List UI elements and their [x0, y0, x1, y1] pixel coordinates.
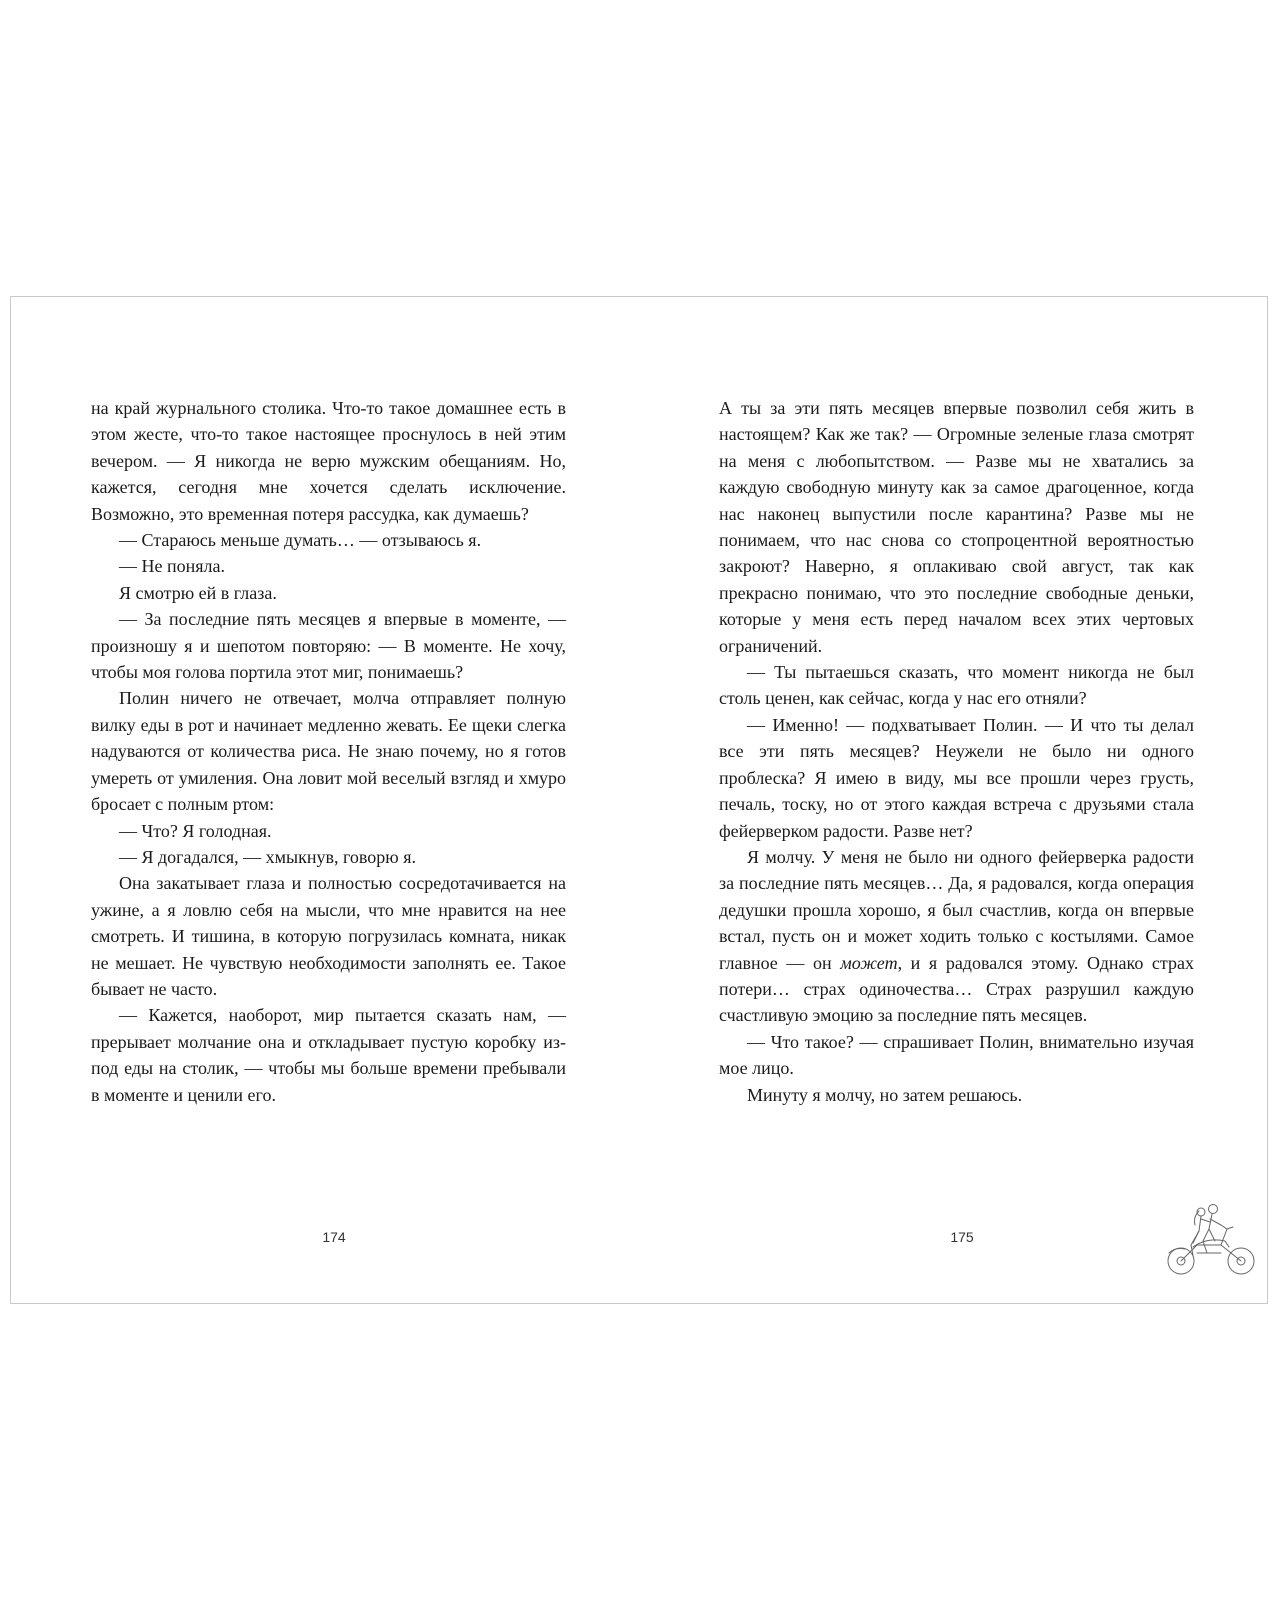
text-run: , и я радовался этому. Однако страх потери… страх одиночества… Страх разрушил каждую счастливую эмоцию за последние пять месяцев.: [719, 952, 1194, 1026]
paragraph: — За последние пять месяцев я впервые в моменте, — произношу я и шепотом повторяю: — В моменте. Не хочу, чтобы моя голова портила этот миг, понимаешь?: [91, 609, 566, 683]
paragraph: Она закатывает глаза и полностью сосредотачивается на ужине, а я ловлю себя на мысли, что мне нравится на нее смотреть. И тишина, в которую погрузилась комната, никак не мешает. Не чувствую необходимости заполнять ее. Такое бывает не часто.: [91, 873, 566, 999]
paragraph: [719, 844, 1194, 1029]
paragraph: Минуту я молчу, но затем решаюсь.: [747, 1084, 1023, 1105]
page-number-right: 175: [950, 1229, 974, 1245]
paragraph: А ты за эти пять месяцев впервые позволил себя жить в настоящем? Как же так? — Огромные зеленые глаза смотрят на меня с любопытством. — Разве мы не хватались за каждую свободную минуту как за самое драгоценное, когда нас наконец выпустили после карантина? Разве мы не понимаем, что нас снова со стопроцентной вероятностью закроют? Наверно, я оплакиваю свой август, так как прекрасно понимаю, что это последние свободные деньки, которые у меня есть перед началом всех этих чертовых ограничений.: [719, 398, 1194, 656]
paragraph: — Что такое? — спрашивает Полин, внимательно изучая мое лицо.: [719, 1031, 1194, 1079]
paragraph: — Ты пытаешься сказать, что момент никогда не был столь ценен, как сейчас, когда у нас его отняли?: [719, 662, 1194, 709]
italic-emphasis: может: [840, 952, 898, 973]
motorcycle-couple-illustration-icon: [1163, 1197, 1259, 1279]
paragraph: — Стараюсь меньше думать… — отзываюсь я.: [119, 530, 482, 551]
page-number-left: 174: [322, 1229, 346, 1245]
paragraph: — Что? Я голодная.: [119, 820, 272, 841]
right-page-text: [719, 395, 1194, 1108]
book-spread: [10, 296, 1268, 1304]
left-page-text: [91, 395, 566, 1108]
paragraph: на край журнального столика. Что-то такое домашнее есть в этом жесте, что-то такое настоящее проснулось в ней этим вечером. — Я никогда не верю мужским обещаниям. Но, кажется, сегодня мне хочется сделать исключение. Возможно, это временная потеря рассудка, как думаешь?: [91, 398, 566, 524]
paragraph: — Я догадался, — хмыкнув, говорю я.: [119, 846, 416, 867]
paragraph: — Не поняла.: [119, 556, 226, 577]
paragraph: — Кажется, наоборот, мир пытается сказать нам, — прерывает молчание она и откладывает пустую коробку из-под еды на столик, — чтобы мы больше времени пребывали в моменте и ценили его.: [91, 1005, 566, 1105]
paragraph: — Именно! — подхватывает Полин. — И что ты делал все эти пять месяцев? Неужели не было ни одного проблеска? Я имею в виду, мы все прошли через грусть, печаль, тоску, но от этого каждая встреча с друзьями стала фейерверком радости. Разве нет?: [719, 714, 1194, 841]
text-run: Я молчу. У меня не было ни одного фейерверка радости за последние пять месяцев… Да, я радовался, когда операция дедушки прошла хорошо, я был счастлив, когда он впервые встал, пусть он и может ходить только с костылями. Самое главное — он: [719, 846, 1194, 973]
paragraph: Полин ничего не отвечает, молча отправляет полную вилку еды в рот и начинает медленно жевать. Ее щеки слегка надуваются от количества риса. Не знаю почему, но я готов умереть от умиления. Она ловит мой веселый взгляд и хмуро бросает с полным ртом:: [91, 688, 566, 815]
paragraph: Я смотрю ей в глаза.: [119, 582, 277, 603]
